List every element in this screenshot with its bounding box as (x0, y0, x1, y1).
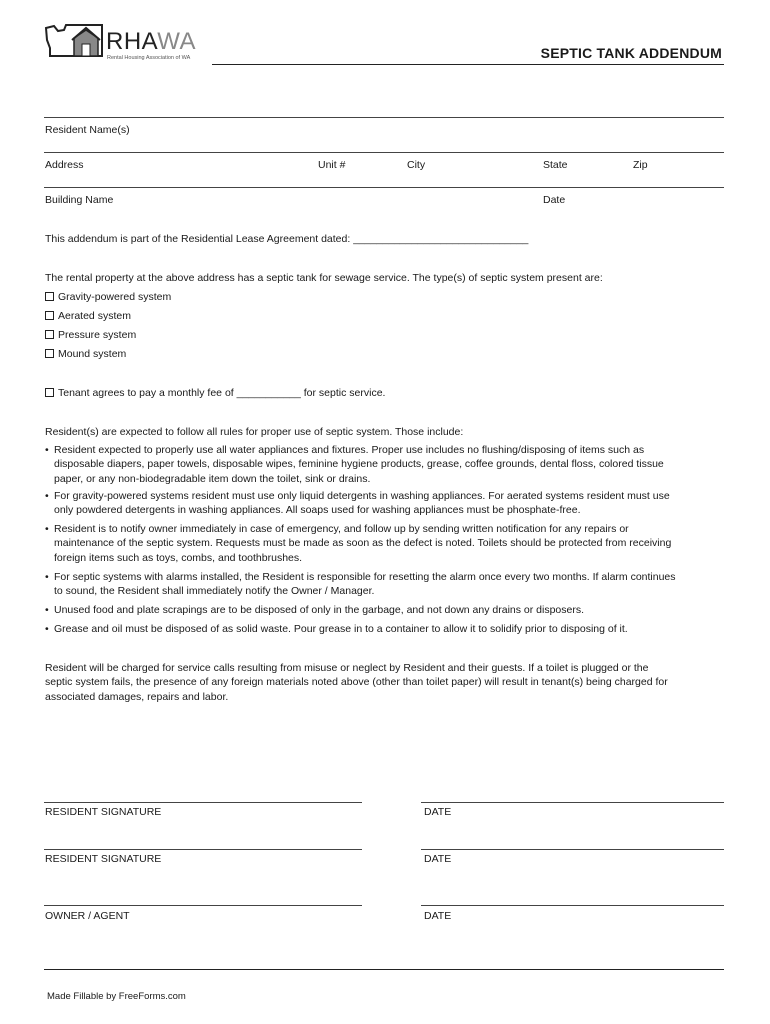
footer-text: Made Fillable by FreeForms.com (47, 991, 186, 1002)
rule-line: Resident expected to properly use all water appliances and fixtures. Proper use includes no flushing/disposing of items such as (54, 444, 645, 456)
rule-line: maintenance of the septic system. Requests must be made as soon as the defect is noted. Toilets should be protected from receiving (54, 537, 672, 550)
rule-item: • For septic systems with alarms installed, the Resident is responsible for resetting the alarm once every two months. If alarm continues to sound, the Resident shall immediately notify the Owner / Manager. (45, 570, 730, 599)
option-pressure[interactable] (45, 328, 136, 342)
rules-intro: Resident(s) are expected to follow all rules for proper use of septic system. Those include: (45, 426, 464, 438)
system-intro: The rental property at the above address has a septic tank for sewage service. The type(s) of septic system present are: (45, 272, 603, 284)
rhawa-logo (44, 22, 214, 68)
rule-line: For gravity-powered systems resident must use only liquid detergents in washing appliances. For aerated systems resident must use (54, 490, 670, 502)
charges-paragraph (45, 661, 730, 704)
resident-signature-line-1[interactable] (44, 802, 362, 803)
fee-statement[interactable] (45, 386, 385, 400)
option-label: Pressure system (58, 329, 137, 341)
logo-subtitle: Rental Housing Association of WA (107, 55, 191, 61)
title-divider (212, 64, 724, 65)
resident-names-row[interactable] (44, 117, 724, 137)
owner-agent-line[interactable] (44, 905, 362, 906)
washington-state-logo-icon (44, 22, 104, 66)
date-label-3: DATE (424, 910, 452, 922)
unit-label: Unit # (318, 159, 346, 171)
paragraph-line: septic system fails, the presence of any foreign materials noted above (other than toilet paper) will result in tenant(s) being charged for (45, 676, 668, 689)
building-row[interactable] (44, 187, 724, 207)
rule-line: For septic systems with alarms installed, the Resident is responsible for resetting the alarm once every two months. If alarm continues (54, 571, 676, 583)
checkbox[interactable] (45, 388, 54, 397)
rule-line: paper, or any non-biodegradable item down the toilet, sink or drains. (54, 472, 371, 485)
rule-item: • For gravity-powered systems resident must use only liquid detergents in washing appliances. For aerated systems resident must use only powdered detergents in washing appliances. All soaps used for washing appliances must be phosphate-free. (45, 489, 730, 518)
checkbox[interactable] (45, 349, 54, 358)
rule-item: • Resident expected to properly use all water appliances and fixtures. Proper use includes no flushing/disposing of items such as disposable diapers, paper towels, disposable wipes, feminine hygiene products, grease, coffee grounds, dental floss, colored tissue paper, or any non-biodegradable item down the toilet, sink or drains. (45, 443, 730, 486)
option-label: Mound system (58, 348, 127, 360)
date-line-3[interactable] (421, 905, 724, 906)
date-line-2[interactable] (421, 849, 724, 850)
resident-signature-label-1: RESIDENT SIGNATURE (45, 806, 162, 818)
date-line-1[interactable] (421, 802, 724, 803)
option-aerated[interactable] (45, 309, 131, 323)
option-gravity[interactable] (45, 290, 171, 304)
fee-label: Tenant agrees to pay a monthly fee of ___________ for septic service. (58, 387, 386, 399)
city-label: City (407, 159, 426, 171)
logo-main: RHA (106, 28, 158, 55)
lease-statement: This addendum is part of the Residential Lease Agreement dated: ______________________________ (45, 233, 529, 245)
option-mound[interactable] (45, 347, 126, 361)
owner-agent-label: OWNER / AGENT (45, 910, 130, 922)
address-row[interactable] (44, 152, 724, 172)
rule-line: Grease and oil must be disposed of as solid waste. Pour grease in to a container to allow it to solidify prior to disposing of it. (54, 623, 628, 635)
rule-line: Resident is to notify owner immediately in case of emergency, and follow up by sending written notification for any repairs or (54, 523, 629, 535)
resident-names-label: Resident Name(s) (45, 124, 130, 136)
resident-signature-label-2: RESIDENT SIGNATURE (45, 853, 162, 865)
logo-accent: WA (157, 28, 197, 55)
logo-wordmark (106, 28, 196, 56)
rule-line: only powdered detergents in washing appliances. All soaps used for washing appliances must be phosphate-free. (54, 504, 581, 517)
state-label: State (543, 159, 568, 171)
rule-line: disposable diapers, paper towels, disposable wipes, feminine hygiene products, grease, coffee grounds, dental floss, colored tissue (54, 458, 664, 471)
zip-label: Zip (633, 159, 648, 171)
checkbox[interactable] (45, 311, 54, 320)
checkbox[interactable] (45, 330, 54, 339)
address-label: Address (45, 159, 84, 171)
date-label-1: DATE (424, 806, 452, 818)
footer-divider (44, 969, 724, 970)
checkbox[interactable] (45, 292, 54, 301)
rule-line: Unused food and plate scrapings are to be disposed of only in the garbage, and not down any drains or disposers. (54, 604, 585, 616)
rule-item: • Resident is to notify owner immediately in case of emergency, and follow up by sending written notification for any repairs or maintenance of the septic system. Requests must be made as soon as the defect is noted. Toilets should be protected from receiving foreign items such as toys, combs, and toothbrushes. (45, 522, 730, 565)
rule-line: to sound, the Resident shall immediately notify the Owner / Manager. (54, 585, 375, 598)
rule-line: foreign items such as toys, combs, and toothbrushes. (54, 551, 303, 564)
date-label-2: DATE (424, 853, 452, 865)
option-label: Aerated system (58, 310, 131, 322)
building-name-label: Building Name (45, 194, 114, 206)
date-label: Date (543, 194, 566, 206)
rule-item: • Unused food and plate scrapings are to be disposed of only in the garbage, and not down any drains or disposers. (45, 603, 730, 617)
document-title: SEPTIC TANK ADDENDUM (540, 45, 722, 61)
paragraph-line: Resident will be charged for service calls resulting from misuse or neglect by Resident and their guests. If a toilet is plugged or the (45, 662, 649, 674)
option-label: Gravity-powered system (58, 291, 172, 303)
paragraph-line: associated damages, repairs and labor. (45, 690, 229, 703)
resident-signature-line-2[interactable] (44, 849, 362, 850)
rule-item: • Grease and oil must be disposed of as solid waste. Pour grease in to a container to allow it to solidify prior to disposing of it. (45, 622, 730, 636)
